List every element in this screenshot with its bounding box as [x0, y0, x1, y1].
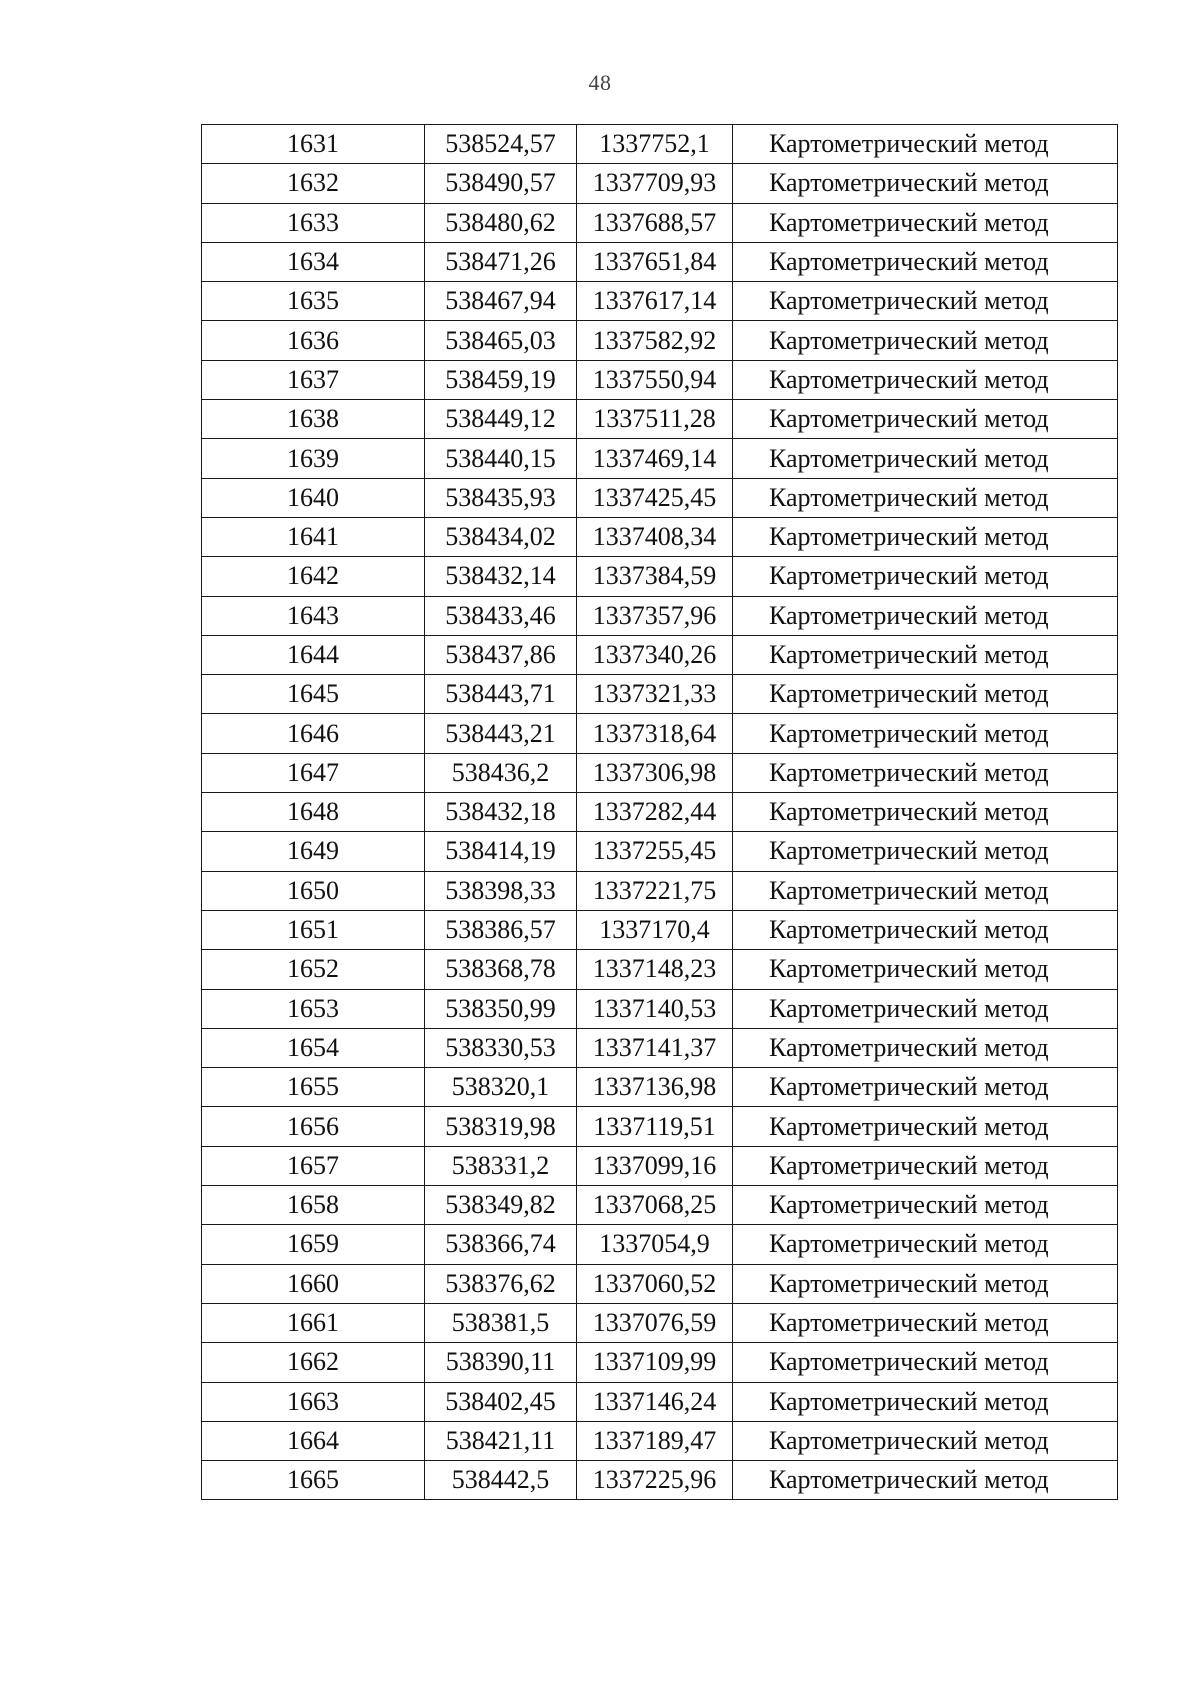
x-coordinate-cell: 538435,93 — [425, 478, 577, 517]
table-row — [202, 832, 1118, 871]
method-cell: Картометрический метод — [733, 125, 1118, 164]
y-coordinate-cell: 1337384,59 — [577, 557, 733, 596]
x-coordinate-cell: 538480,62 — [425, 203, 577, 242]
point-number-cell: 1663 — [202, 1382, 425, 1421]
x-coordinate-cell: 538331,2 — [425, 1146, 577, 1185]
method-cell: Картометрический метод — [733, 557, 1118, 596]
table-row — [202, 400, 1118, 439]
point-number-cell: 1646 — [202, 714, 425, 753]
method-cell: Картометрический метод — [733, 1382, 1118, 1421]
method-cell: Картометрический метод — [733, 1146, 1118, 1185]
method-cell: Картометрический метод — [733, 1028, 1118, 1067]
point-number-cell: 1648 — [202, 793, 425, 832]
point-number-cell: 1632 — [202, 164, 425, 203]
table-row — [202, 125, 1118, 164]
table-row — [202, 203, 1118, 242]
x-coordinate-cell: 538349,82 — [425, 1186, 577, 1225]
table-row — [202, 1303, 1118, 1342]
method-cell: Картометрический метод — [733, 832, 1118, 871]
point-number-cell: 1638 — [202, 400, 425, 439]
table-row — [202, 753, 1118, 792]
point-number-cell: 1662 — [202, 1343, 425, 1382]
y-coordinate-cell: 1337109,99 — [577, 1343, 733, 1382]
point-number-cell: 1653 — [202, 989, 425, 1028]
point-number-cell: 1661 — [202, 1303, 425, 1342]
y-coordinate-cell: 1337255,45 — [577, 832, 733, 871]
point-number-cell: 1635 — [202, 282, 425, 321]
table-row — [202, 1225, 1118, 1264]
y-coordinate-cell: 1337425,45 — [577, 478, 733, 517]
method-cell: Картометрический метод — [733, 517, 1118, 556]
table-row — [202, 871, 1118, 910]
method-cell: Картометрический метод — [733, 321, 1118, 360]
y-coordinate-cell: 1337140,53 — [577, 989, 733, 1028]
method-cell: Картометрический метод — [733, 1186, 1118, 1225]
method-cell: Картометрический метод — [733, 950, 1118, 989]
x-coordinate-cell: 538436,2 — [425, 753, 577, 792]
y-coordinate-cell: 1337550,94 — [577, 360, 733, 399]
x-coordinate-cell: 538398,33 — [425, 871, 577, 910]
y-coordinate-cell: 1337136,98 — [577, 1068, 733, 1107]
method-cell: Картометрический метод — [733, 1421, 1118, 1460]
table-row — [202, 596, 1118, 635]
method-cell: Картометрический метод — [733, 989, 1118, 1028]
x-coordinate-cell: 538414,19 — [425, 832, 577, 871]
point-number-cell: 1642 — [202, 557, 425, 596]
x-coordinate-cell: 538443,71 — [425, 675, 577, 714]
y-coordinate-cell: 1337170,4 — [577, 910, 733, 949]
point-number-cell: 1644 — [202, 635, 425, 674]
x-coordinate-cell: 538467,94 — [425, 282, 577, 321]
table-row — [202, 1146, 1118, 1185]
table-row — [202, 1421, 1118, 1460]
method-cell: Картометрический метод — [733, 714, 1118, 753]
x-coordinate-cell: 538381,5 — [425, 1303, 577, 1342]
y-coordinate-cell: 1337076,59 — [577, 1303, 733, 1342]
y-coordinate-cell: 1337688,57 — [577, 203, 733, 242]
x-coordinate-cell: 538432,14 — [425, 557, 577, 596]
table-row — [202, 1264, 1118, 1303]
table-row — [202, 517, 1118, 556]
x-coordinate-cell: 538434,02 — [425, 517, 577, 556]
table-row — [202, 1068, 1118, 1107]
x-coordinate-cell: 538402,45 — [425, 1382, 577, 1421]
point-number-cell: 1651 — [202, 910, 425, 949]
y-coordinate-cell: 1337189,47 — [577, 1421, 733, 1460]
table-row — [202, 910, 1118, 949]
point-number-cell: 1654 — [202, 1028, 425, 1067]
point-number-cell: 1639 — [202, 439, 425, 478]
y-coordinate-cell: 1337582,92 — [577, 321, 733, 360]
point-number-cell: 1649 — [202, 832, 425, 871]
table-row — [202, 675, 1118, 714]
point-number-cell: 1659 — [202, 1225, 425, 1264]
y-coordinate-cell: 1337060,52 — [577, 1264, 733, 1303]
method-cell: Картометрический метод — [733, 635, 1118, 674]
x-coordinate-cell: 538368,78 — [425, 950, 577, 989]
y-coordinate-cell: 1337318,64 — [577, 714, 733, 753]
method-cell: Картометрический метод — [733, 1264, 1118, 1303]
x-coordinate-cell: 538440,15 — [425, 439, 577, 478]
table-row — [202, 282, 1118, 321]
method-cell: Картометрический метод — [733, 1343, 1118, 1382]
table-row — [202, 360, 1118, 399]
x-coordinate-cell: 538366,74 — [425, 1225, 577, 1264]
method-cell: Картометрический метод — [733, 282, 1118, 321]
y-coordinate-cell: 1337617,14 — [577, 282, 733, 321]
y-coordinate-cell: 1337282,44 — [577, 793, 733, 832]
y-coordinate-cell: 1337099,16 — [577, 1146, 733, 1185]
x-coordinate-cell: 538449,12 — [425, 400, 577, 439]
y-coordinate-cell: 1337148,23 — [577, 950, 733, 989]
x-coordinate-cell: 538433,46 — [425, 596, 577, 635]
y-coordinate-cell: 1337651,84 — [577, 242, 733, 281]
table-row — [202, 793, 1118, 832]
x-coordinate-cell: 538421,11 — [425, 1421, 577, 1460]
y-coordinate-cell: 1337225,96 — [577, 1461, 733, 1500]
x-coordinate-cell: 538459,19 — [425, 360, 577, 399]
point-number-cell: 1645 — [202, 675, 425, 714]
method-cell: Картометрический метод — [733, 203, 1118, 242]
method-cell: Картометрический метод — [733, 439, 1118, 478]
table-row — [202, 1186, 1118, 1225]
method-cell: Картометрический метод — [733, 478, 1118, 517]
y-coordinate-cell: 1337321,33 — [577, 675, 733, 714]
x-coordinate-cell: 538319,98 — [425, 1107, 577, 1146]
method-cell: Картометрический метод — [733, 753, 1118, 792]
table-row — [202, 714, 1118, 753]
x-coordinate-cell: 538442,5 — [425, 1461, 577, 1500]
method-cell: Картометрический метод — [733, 596, 1118, 635]
y-coordinate-cell: 1337119,51 — [577, 1107, 733, 1146]
table-row — [202, 1461, 1118, 1500]
point-number-cell: 1641 — [202, 517, 425, 556]
x-coordinate-cell: 538471,26 — [425, 242, 577, 281]
point-number-cell: 1640 — [202, 478, 425, 517]
table-row — [202, 1343, 1118, 1382]
method-cell: Картометрический метод — [733, 164, 1118, 203]
method-cell: Картометрический метод — [733, 400, 1118, 439]
x-coordinate-cell: 538320,1 — [425, 1068, 577, 1107]
point-number-cell: 1650 — [202, 871, 425, 910]
table-row — [202, 242, 1118, 281]
method-cell: Картометрический метод — [733, 675, 1118, 714]
table-row — [202, 1028, 1118, 1067]
point-number-cell: 1637 — [202, 360, 425, 399]
method-cell: Картометрический метод — [733, 871, 1118, 910]
x-coordinate-cell: 538465,03 — [425, 321, 577, 360]
y-coordinate-cell: 1337357,96 — [577, 596, 733, 635]
table-row — [202, 1382, 1118, 1421]
page-number: 48 — [588, 70, 612, 95]
point-number-cell: 1656 — [202, 1107, 425, 1146]
table-row — [202, 439, 1118, 478]
point-number-cell: 1664 — [202, 1421, 425, 1460]
y-coordinate-cell: 1337306,98 — [577, 753, 733, 792]
method-cell: Картометрический метод — [733, 1303, 1118, 1342]
point-number-cell: 1660 — [202, 1264, 425, 1303]
table-row — [202, 557, 1118, 596]
point-number-cell: 1655 — [202, 1068, 425, 1107]
method-cell: Картометрический метод — [733, 1068, 1118, 1107]
method-cell: Картометрический метод — [733, 1461, 1118, 1500]
x-coordinate-cell: 538376,62 — [425, 1264, 577, 1303]
y-coordinate-cell: 1337408,34 — [577, 517, 733, 556]
method-cell: Картометрический метод — [733, 1225, 1118, 1264]
y-coordinate-cell: 1337054,9 — [577, 1225, 733, 1264]
point-number-cell: 1652 — [202, 950, 425, 989]
point-number-cell: 1647 — [202, 753, 425, 792]
y-coordinate-cell: 1337340,26 — [577, 635, 733, 674]
y-coordinate-cell: 1337709,93 — [577, 164, 733, 203]
y-coordinate-cell: 1337511,28 — [577, 400, 733, 439]
method-cell: Картометрический метод — [733, 360, 1118, 399]
table-row — [202, 989, 1118, 1028]
y-coordinate-cell: 1337469,14 — [577, 439, 733, 478]
method-cell: Картометрический метод — [733, 910, 1118, 949]
point-number-cell: 1634 — [202, 242, 425, 281]
method-cell: Картометрический метод — [733, 242, 1118, 281]
x-coordinate-cell: 538524,57 — [425, 125, 577, 164]
x-coordinate-cell: 538386,57 — [425, 910, 577, 949]
x-coordinate-cell: 538390,11 — [425, 1343, 577, 1382]
table-row — [202, 321, 1118, 360]
point-number-cell: 1636 — [202, 321, 425, 360]
x-coordinate-cell: 538330,53 — [425, 1028, 577, 1067]
y-coordinate-cell: 1337146,24 — [577, 1382, 733, 1421]
x-coordinate-cell: 538437,86 — [425, 635, 577, 674]
point-number-cell: 1657 — [202, 1146, 425, 1185]
point-number-cell: 1643 — [202, 596, 425, 635]
coordinates-table-body — [202, 125, 1118, 1500]
x-coordinate-cell: 538490,57 — [425, 164, 577, 203]
method-cell: Картометрический метод — [733, 1107, 1118, 1146]
y-coordinate-cell: 1337141,37 — [577, 1028, 733, 1067]
point-number-cell: 1633 — [202, 203, 425, 242]
x-coordinate-cell: 538443,21 — [425, 714, 577, 753]
table-row — [202, 950, 1118, 989]
y-coordinate-cell: 1337752,1 — [577, 125, 733, 164]
y-coordinate-cell: 1337221,75 — [577, 871, 733, 910]
point-number-cell: 1631 — [202, 125, 425, 164]
point-number-cell: 1665 — [202, 1461, 425, 1500]
method-cell: Картометрический метод — [733, 793, 1118, 832]
y-coordinate-cell: 1337068,25 — [577, 1186, 733, 1225]
table-row — [202, 164, 1118, 203]
x-coordinate-cell: 538432,18 — [425, 793, 577, 832]
table-row — [202, 635, 1118, 674]
table-row — [202, 1107, 1118, 1146]
table-row — [202, 478, 1118, 517]
point-number-cell: 1658 — [202, 1186, 425, 1225]
coordinates-table — [201, 124, 1118, 1500]
x-coordinate-cell: 538350,99 — [425, 989, 577, 1028]
